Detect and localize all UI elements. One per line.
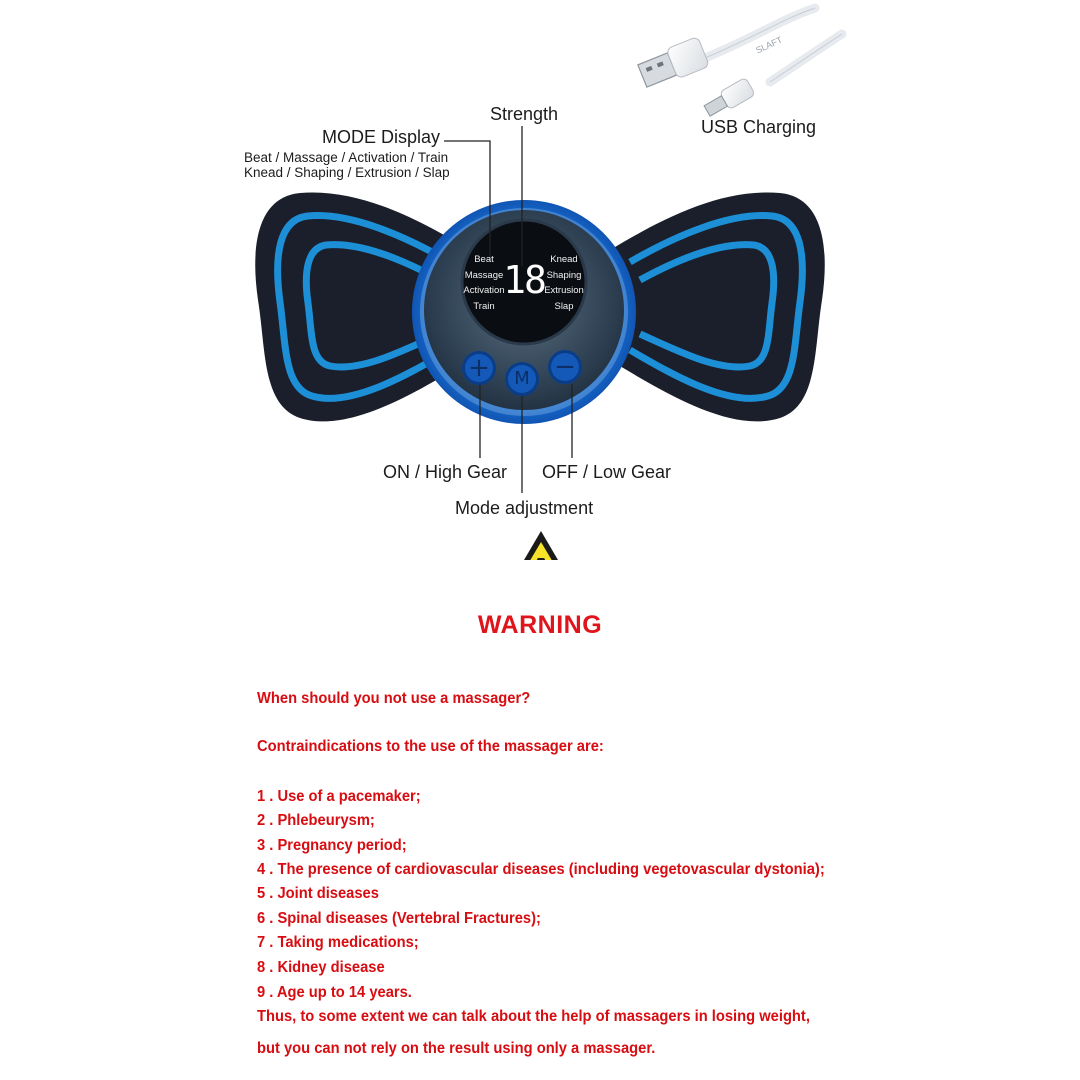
plus-button[interactable] — [462, 351, 496, 385]
lcd-display — [462, 252, 586, 316]
mode-beat: Beat — [474, 254, 494, 265]
contraindication-item: 3 . Pregnancy period; — [257, 837, 407, 854]
contraindication-item: 2 . Phlebeurysm; — [257, 812, 375, 829]
mode-knead: Knead — [550, 254, 578, 265]
mode-adjustment-label: Mode adjustment — [455, 498, 594, 518]
mode-m-icon: M — [514, 368, 530, 389]
mode-display-label: MODE Display — [322, 127, 441, 147]
strength-readout: 18 — [503, 258, 545, 302]
mode-massage: Massage — [464, 269, 504, 281]
display-left-modes — [462, 252, 506, 314]
display-right-modes — [540, 252, 588, 314]
cable-brand-text: SLAFT — [754, 34, 784, 56]
mode-train: Train — [473, 300, 495, 312]
warning-intro: Contraindications to the use of the massager are: — [257, 738, 604, 755]
minus-icon: − — [554, 352, 576, 382]
warning-triangle-icon — [500, 531, 582, 560]
strength-label: Strength — [490, 104, 559, 124]
contraindication-item: 5 . Joint diseases — [257, 885, 379, 902]
contraindication-item: 9 . Age up to 14 years. — [257, 984, 412, 1001]
warning-closing-line1: Thus, to some extent we can talk about the help of massagers in losing weight, — [257, 1008, 810, 1025]
warning-title: WARNING — [477, 611, 603, 639]
warning-question: When should you not use a massager? — [257, 690, 531, 707]
off-low-gear-label: OFF / Low Gear — [542, 462, 672, 482]
contraindication-item: 4 . The presence of cardiovascular diseases (including vegetovascular dystonia); — [257, 861, 825, 878]
minus-button[interactable] — [548, 350, 582, 384]
modes-list-line1: Beat / Massage / Activation / Train — [244, 150, 449, 165]
warning-closing-line2: but you can not rely on the result using only a massager. — [257, 1040, 656, 1057]
contraindication-item: 1 . Use of a pacemaker; — [257, 788, 421, 805]
usb-charging-label: USB Charging — [701, 117, 817, 137]
contraindication-item: 7 . Taking medications; — [257, 934, 419, 951]
modes-list-line2: Knead / Shaping / Extrusion / Slap — [244, 165, 450, 180]
mode-button[interactable] — [505, 362, 539, 396]
massage-pad-right-wing — [610, 192, 825, 421]
on-high-gear-label: ON / High Gear — [383, 462, 508, 482]
mode-activation: Activation — [463, 285, 505, 296]
usb-cable-icon — [636, 8, 842, 120]
contraindication-item: 8 . Kidney disease — [257, 959, 385, 976]
mode-shaping: Shaping — [546, 269, 582, 281]
plus-icon: + — [468, 353, 490, 383]
contraindication-item: 6 . Spinal diseases (Vertebral Fractures); — [257, 910, 541, 927]
mode-slap: Slap — [554, 300, 574, 312]
mode-extrusion: Extrusion — [544, 285, 584, 296]
